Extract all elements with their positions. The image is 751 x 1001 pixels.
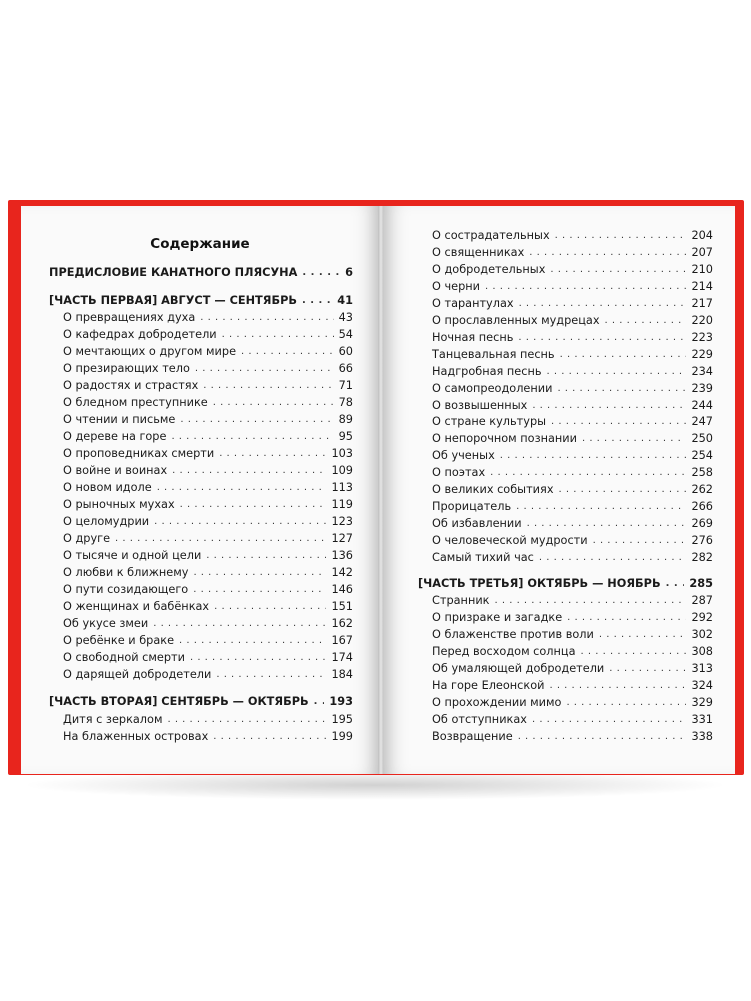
toc-page-number: 229	[691, 347, 713, 361]
toc-entry-title: О призраке и загадке	[432, 610, 563, 624]
toc-page-number: 262	[691, 483, 713, 497]
toc-page-number: 174	[331, 651, 353, 664]
toc-entry-title: Перед восходом солнца	[432, 644, 576, 658]
dot-leader	[593, 535, 687, 547]
toc-entry-title: Об избавлении	[432, 517, 522, 531]
dot-leader	[302, 295, 332, 307]
dot-leader	[550, 264, 686, 276]
toc-page-number: 207	[691, 245, 713, 259]
toc-entry	[432, 530, 713, 547]
dot-leader	[195, 363, 334, 375]
toc-page-number: 162	[331, 617, 353, 630]
toc-entry	[432, 344, 713, 361]
toc-page-number: 302	[691, 627, 713, 641]
dot-leader	[115, 533, 326, 545]
toc-entry-title: Самый тихий час	[432, 551, 534, 565]
toc-entry	[432, 547, 713, 564]
toc-entry-title: О проповедниках смерти	[63, 447, 215, 460]
toc-entry-title: О самопреодолении	[432, 381, 553, 395]
dot-leader	[302, 267, 340, 279]
toc-entry-title: О черни	[432, 279, 481, 293]
dot-leader	[485, 281, 686, 293]
toc-section-heading	[49, 290, 353, 307]
toc-page-number: 254	[691, 449, 713, 463]
toc-entry	[432, 378, 713, 395]
toc-entry	[63, 613, 353, 630]
toc-entry-title: [ЧАСТЬ ВТОРАЯ] СЕНТЯБРЬ — ОКТЯБРЬ	[49, 695, 309, 708]
dot-leader	[500, 450, 687, 462]
toc-entry-title: О радостях и страстях	[63, 379, 199, 392]
dot-leader	[179, 635, 326, 647]
toc-page-number: 217	[691, 296, 713, 310]
toc-page-number: 285	[689, 577, 713, 590]
toc-page-number: 199	[331, 730, 353, 743]
dot-leader	[557, 383, 686, 395]
toc-entry-title: О бледном преступнике	[63, 396, 208, 409]
toc-page-number: 338	[691, 729, 713, 743]
toc-entry-title: О человеческой мудрости	[432, 534, 588, 548]
dot-leader	[527, 518, 687, 530]
dot-leader	[154, 516, 326, 528]
toc-page-number: 220	[691, 313, 713, 327]
toc-entry-title: О женщинах и бабёнках	[63, 600, 210, 613]
toc-entry	[432, 624, 713, 641]
toc-page-number: 258	[691, 466, 713, 480]
toc-page-number: 78	[338, 396, 353, 409]
toc-entry-title: О превращениях духа	[63, 311, 196, 324]
dot-leader	[532, 714, 686, 726]
toc-page-number: 113	[331, 481, 353, 494]
toc-entry-title: О целомудрии	[63, 515, 150, 528]
toc-page-number: 287	[691, 594, 713, 607]
toc-page-number: 89	[338, 413, 353, 426]
toc-page-number: 6	[345, 266, 353, 279]
toc-entry	[432, 692, 713, 709]
dot-leader	[490, 467, 686, 479]
dot-leader	[203, 380, 333, 392]
dot-leader	[519, 298, 687, 310]
dot-leader	[222, 329, 334, 341]
toc-page-number: 250	[691, 432, 713, 446]
toc-entry-title: О любви к ближнему	[63, 566, 189, 579]
toc-entry-title: О мечтающих о другом мире	[63, 345, 237, 358]
toc-entry	[432, 293, 713, 310]
toc-page-number: 167	[331, 634, 353, 647]
dot-leader	[560, 349, 687, 361]
dot-leader	[518, 332, 686, 344]
toc-entry-title: О рыночных мухах	[63, 498, 175, 511]
toc-entry	[63, 664, 353, 681]
toc-entry	[432, 607, 713, 624]
toc-entry-title: О поэтах	[432, 466, 486, 480]
toc-page-number: 234	[691, 364, 713, 378]
dot-leader	[153, 618, 326, 630]
dot-leader	[167, 714, 326, 726]
toc-entry-title: ПРЕДИСЛОВИЕ КАНАТНОГО ПЛЯСУНА	[49, 266, 298, 279]
dot-leader	[532, 400, 686, 412]
dot-leader	[495, 595, 687, 607]
toc-entry-title: О непорочном познании	[432, 432, 577, 446]
toc-entry	[432, 395, 713, 412]
dot-leader	[200, 312, 333, 324]
toc-entry	[432, 590, 713, 607]
left-page	[21, 206, 379, 774]
toc-page-number: 329	[691, 695, 713, 709]
toc-entry	[63, 307, 353, 324]
toc-entry-title: На горе Елеонской	[432, 678, 545, 692]
toc-entry	[63, 630, 353, 647]
dot-leader	[241, 346, 334, 358]
toc-entry	[63, 579, 353, 596]
dot-leader	[314, 696, 325, 708]
toc-entry-title: Возвращение	[432, 729, 513, 743]
toc-entry	[63, 460, 353, 477]
open-book	[8, 200, 744, 780]
toc-entry	[63, 647, 353, 664]
toc-entry-title: О великих событиях	[432, 483, 554, 497]
toc-page-number: 66	[338, 362, 353, 375]
toc-entry	[432, 276, 713, 293]
dot-leader	[549, 680, 686, 692]
dot-leader	[213, 731, 326, 743]
toc-page-number: 313	[691, 661, 713, 675]
toc-entry-title: Прорицатель	[432, 500, 512, 514]
toc-entry	[63, 562, 353, 579]
dot-leader	[555, 230, 687, 242]
toc-page-number: 276	[691, 534, 713, 548]
toc-entry-title: О друге	[63, 532, 111, 545]
toc-entry	[432, 675, 713, 692]
dot-leader	[666, 578, 685, 590]
dot-leader	[518, 731, 687, 743]
dot-leader	[157, 482, 327, 494]
toc-page-number: 54	[338, 328, 353, 341]
toc-page-number: 239	[691, 381, 713, 395]
toc-page-number: 331	[691, 712, 713, 726]
toc-page-number: 109	[331, 464, 353, 477]
toc-section-heading	[49, 262, 353, 279]
toc-entry-title: О прославленных мудрецах	[432, 313, 600, 327]
toc-page-number: 103	[331, 447, 353, 460]
toc-entry	[63, 341, 353, 358]
toc-entry-title: Танцевальная песнь	[432, 347, 555, 361]
toc-entry-title: О прохождении мимо	[432, 695, 562, 709]
toc-page-number: 308	[691, 644, 713, 658]
toc-entry	[432, 709, 713, 726]
toc-entry-title: О блаженстве против воли	[432, 627, 594, 641]
toc-entry	[432, 327, 713, 344]
toc-entry-title: На блаженных островах	[63, 730, 209, 743]
toc-page-number: 204	[691, 229, 713, 242]
contents-title: Содержание	[150, 236, 250, 252]
toc-entry-title: [ЧАСТЬ ТРЕТЬЯ] ОКТЯБРЬ — НОЯБРЬ	[418, 577, 661, 590]
toc-entry	[432, 462, 713, 479]
toc-entry	[63, 477, 353, 494]
toc-entry	[63, 324, 353, 341]
toc-entry	[432, 242, 713, 259]
dot-leader	[605, 315, 687, 327]
toc-entry-title: О дереве на горе	[63, 430, 167, 443]
dot-leader	[180, 499, 327, 511]
toc-entry-title: О добродетельных	[432, 262, 546, 276]
dot-leader	[609, 663, 686, 675]
toc-page-number: 142	[331, 566, 353, 579]
dot-leader	[529, 247, 686, 259]
right-page	[383, 206, 735, 774]
toc-page-number: 247	[691, 415, 713, 429]
toc-entry-title: О войне и воинах	[63, 464, 168, 477]
toc-page-number: 151	[331, 600, 353, 613]
toc-entry	[63, 443, 353, 460]
toc-page-number: 324	[691, 678, 713, 692]
toc-page-number: 195	[331, 713, 353, 726]
toc-entry-title: О стране культуры	[432, 415, 547, 429]
toc-entry	[432, 310, 713, 327]
toc-entry-title: О ребёнке и браке	[63, 634, 175, 647]
dot-leader	[193, 584, 326, 596]
toc-entry-title: Об укусе змеи	[63, 617, 149, 630]
toc-page-number: 123	[331, 515, 353, 528]
toc-page-number: 119	[331, 498, 353, 511]
toc-entry	[63, 511, 353, 528]
toc-section-heading	[49, 691, 353, 708]
dot-leader	[599, 629, 687, 641]
toc-entry	[432, 259, 713, 276]
toc-page-number: 193	[329, 695, 353, 708]
toc-entry-title: О сострадательных	[432, 229, 550, 242]
toc-entry	[63, 596, 353, 613]
dot-leader	[180, 414, 333, 426]
dot-leader	[547, 366, 687, 378]
dot-leader	[559, 484, 687, 496]
dot-leader	[567, 612, 686, 624]
toc-entry-title: О презирающих тело	[63, 362, 190, 375]
toc-entry	[63, 409, 353, 426]
toc-page-number: 146	[331, 583, 353, 596]
dot-leader	[551, 416, 686, 428]
toc-entry-title: О дарящей добродетели	[63, 668, 212, 681]
dot-leader	[581, 646, 687, 658]
toc-entry	[63, 392, 353, 409]
toc-entry	[432, 445, 713, 462]
dot-leader	[190, 652, 326, 664]
dot-leader	[216, 669, 326, 681]
toc-page-number: 60	[338, 345, 353, 358]
toc-entry	[63, 528, 353, 545]
toc-entry	[432, 411, 713, 428]
toc-entry-title: Об умаляющей добродетели	[432, 661, 605, 675]
toc-entry	[63, 709, 353, 726]
dot-leader	[213, 397, 334, 409]
toc-entry-title: Об ученых	[432, 449, 495, 463]
toc-page-number: 210	[691, 262, 713, 276]
dot-leader	[582, 433, 686, 445]
toc-entry	[63, 726, 353, 743]
toc-entry-title: О чтении и письме	[63, 413, 176, 426]
toc-page-number: 214	[691, 279, 713, 293]
toc-page-number: 71	[338, 379, 353, 392]
toc-entry	[432, 726, 713, 743]
toc-page-number: 223	[691, 330, 713, 344]
toc-entry-title: О священниках	[432, 245, 525, 259]
toc-entry	[432, 428, 713, 445]
dot-leader	[219, 448, 326, 460]
toc-entry	[432, 496, 713, 513]
toc-entry	[432, 479, 713, 496]
toc-entry-title: О пути созидающего	[63, 583, 189, 596]
toc-section-heading	[418, 573, 713, 590]
toc-entry	[432, 225, 713, 242]
toc-entry	[63, 375, 353, 392]
toc-entry-title: О тысяче и одной цели	[63, 549, 202, 562]
toc-entry	[432, 361, 713, 378]
toc-entry-title: О возвышенных	[432, 398, 528, 412]
toc-entry	[63, 358, 353, 375]
toc-page-number: 41	[337, 294, 353, 307]
toc-page-number: 95	[338, 430, 353, 443]
toc-entry-title: Надгробная песнь	[432, 364, 542, 378]
dot-leader	[171, 431, 333, 443]
toc-page-number: 43	[338, 311, 353, 324]
dot-leader	[516, 501, 686, 513]
toc-entry-title: О тарантулах	[432, 296, 514, 310]
toc-entry	[432, 658, 713, 675]
toc-entry	[63, 426, 353, 443]
toc-entry-title: Странник	[432, 594, 490, 607]
toc-entry	[63, 545, 353, 562]
toc-entry	[432, 641, 713, 658]
dot-leader	[172, 465, 326, 477]
toc-entry-title: О свободной смерти	[63, 651, 185, 664]
toc-page-number: 244	[691, 398, 713, 412]
toc-entry-title: О новом идоле	[63, 481, 152, 494]
toc-entry	[63, 494, 353, 511]
dot-leader	[206, 550, 326, 562]
toc-page-number: 269	[691, 517, 713, 531]
toc-page-number: 282	[691, 551, 713, 565]
dot-leader	[566, 697, 686, 709]
toc-page-number: 292	[691, 610, 713, 624]
toc-page-number: 127	[331, 532, 353, 545]
dot-leader	[193, 567, 326, 579]
toc-entry-title: О кафедрах добродетели	[63, 328, 217, 341]
toc-entry-title: Дитя с зеркалом	[63, 713, 163, 726]
dot-leader	[214, 601, 326, 613]
toc-entry	[432, 513, 713, 530]
toc-page-number: 136	[331, 549, 353, 562]
toc-entry-title: Об отступниках	[432, 712, 527, 726]
toc-page-number: 266	[691, 500, 713, 514]
toc-entry-title: [ЧАСТЬ ПЕРВАЯ] АВГУСТ — СЕНТЯБРЬ	[49, 294, 297, 307]
toc-page-number: 184	[331, 668, 353, 681]
toc-entry-title: Ночная песнь	[432, 330, 514, 344]
dot-leader	[539, 552, 687, 564]
